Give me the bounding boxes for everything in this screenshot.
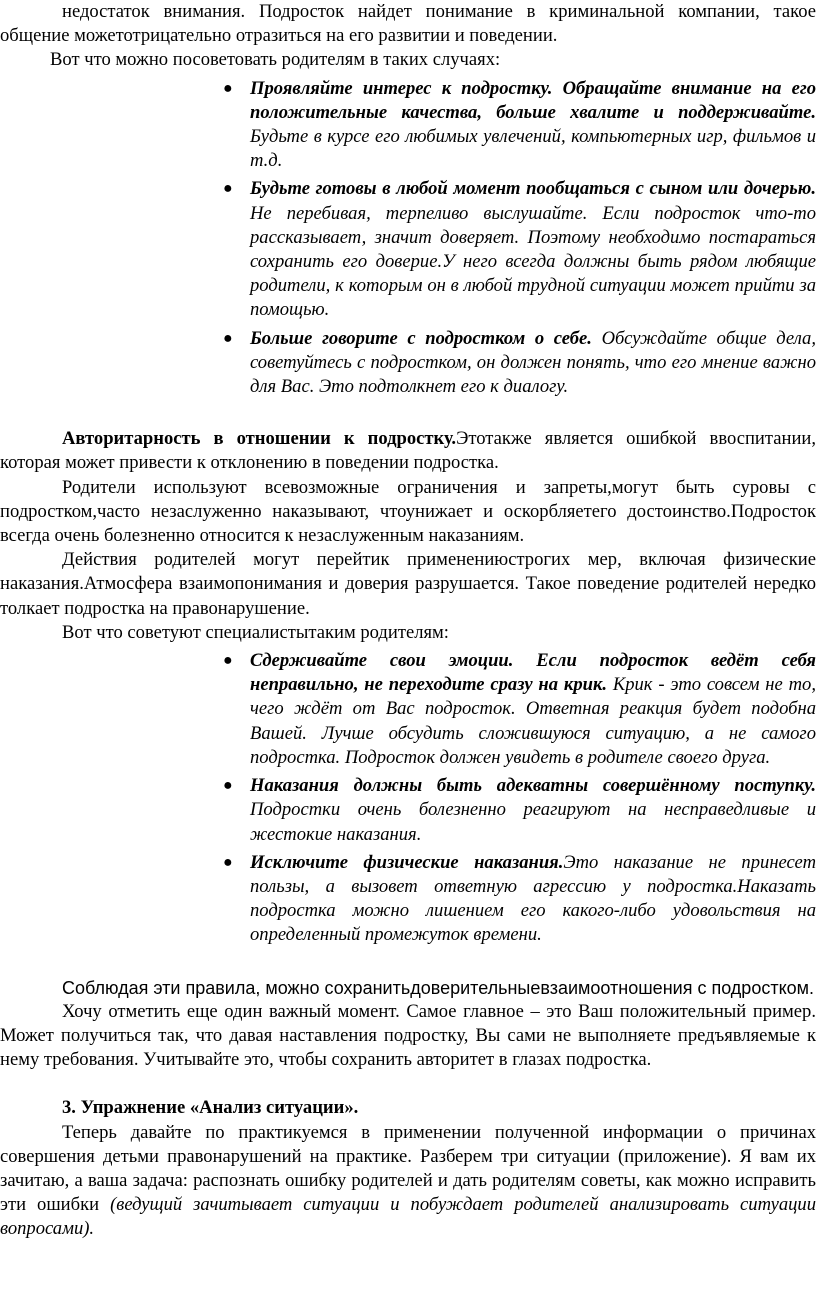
paragraph-bold-lead: Авторитарность в отношении к подростку. — [62, 428, 457, 450]
tip-bold: Проявляйте интерес к подростку. Обращайте внимание на его положительные качества, больше хвалите и поддерживайте. — [250, 77, 816, 123]
tip-item — [223, 77, 816, 174]
paragraph-text: Теперь давайте по практикуемся в применении полученной информации о причинах совершения детьми правонарушений на практике. Разберем три ситуации (приложение). Я вам их зачитаю, а ваша задача: распознать ошибку родителей и дать родителям советы, как можно исправить эти ошибки — [0, 1121, 816, 1216]
tip-bold: Исключите физические наказания. — [250, 851, 564, 873]
tip-text: Крик - это совсем не то, чего ждёт от Вас подросток. Ответная реакция будет подобна Вашей. Лучше обсудить сложившуюся ситуацию, а не самого подростка. Подросток должен увидеть в родителе своего друга. — [250, 674, 816, 768]
tip-text: Обсуждайте общие дела, советуйтесь с подростком, он должен понять, что его мнение важно для Вас. Это подтолкнет его к диалогу. — [250, 327, 816, 398]
tip-bold: Больше говорите с подростком о себе. — [250, 327, 592, 349]
bullet-icon: ● — [223, 652, 233, 670]
paragraph-advice-lead: Вот что можно посоветовать родителям в таких случаях: — [50, 49, 501, 71]
tip-text: Это наказание не принесет пользы, а вызовет ответную агрессию у подростка.Наказать подростка можно лишением его какого-либо удовольствия на определенный промежуток времени. — [250, 851, 816, 946]
bullet-icon: ● — [223, 79, 233, 97]
spacer — [0, 403, 816, 427]
paragraph-exercise — [0, 1121, 816, 1242]
paragraph-authoritarian — [0, 427, 816, 475]
tip-text: Будьте в курсе его любимых увлечений, компьютерных игр, фильмов и т.д. — [250, 126, 816, 172]
tip-item — [223, 774, 816, 847]
tip-bold: Сдерживайте свои эмоции. Если подросток ведёт себя неправильно, не переходите сразу на крик. — [250, 650, 816, 696]
tip-bold: Будьте готовы в любой момент пообщаться с сыном или дочерью. — [250, 178, 816, 200]
paragraph-specialists-lead: Вот что советуют специалистытаким родителям: — [62, 621, 449, 643]
paragraph-intro: недостаток внимания. Подросток найдет понимание в криминальной компании, такое общение можетотрицательно отразиться на его развитии и поведении. — [0, 1, 816, 47]
tip-item — [223, 851, 816, 948]
tip-bold: Наказания должны быть адекватны совершённому поступку. — [250, 775, 816, 797]
paragraph-actions: Действия родителей могут перейтик применениюстрогих мер, включая физические наказания.Атмосфера взаимопонимания и доверия разрушается. Такое поведение родителей нередко толкает подростка на правонарушение. — [0, 549, 816, 619]
spacer — [0, 952, 816, 976]
paragraph-example: Хочу отметить еще один важный момент. Самое главное – это Ваш положительный пример. Может получиться так, что давая наставления подростку, Вы сами не выполняете предъявляемые к нему требования. Учитывайте это, чтобы сохранить авторитет в глазах подростка. — [0, 1000, 816, 1071]
tip-text: Подростки очень болезненно реагируют на несправедливые и жестокие наказания. — [250, 799, 816, 845]
tip-item — [223, 327, 816, 400]
tip-text: Не перебивая, терпеливо выслушайте. Если подросток что-то рассказывает, значит доверяет. Поэтому необходимо постараться сохранить его доверие.У него всегда должны быть рядом любящие родители, к которым он в любой трудной ситуации может прийти за помощью. — [250, 202, 816, 321]
tips-list-2 — [0, 649, 816, 947]
paragraph-text: Этотакже является ошибкой ввоспитании, которая может привести к отклонению в поведении подростка. — [0, 428, 816, 474]
spacer — [0, 1072, 816, 1096]
tips-list-1 — [0, 77, 816, 400]
tip-item — [223, 177, 816, 322]
bullet-icon: ● — [223, 329, 233, 347]
paragraph-restrictions: Родители используют всевозможные ограничения и запреты,могут быть суровы с подростком,часто незаслуженно наказывают, чтоунижает и оскорбляетего достоинство.Подросток всегда очень болезненно относится к незаслуженным наказаниям. — [0, 476, 816, 547]
paragraph-rules: Соблюдая эти правила, можно сохранитьдоверительныевзаимоотношения с подростком. — [62, 977, 815, 998]
paragraph-italic-note: (ведущий зачитывает ситуации и побуждает родителей анализировать ситуации вопросами). — [0, 1194, 816, 1240]
bullet-icon: ● — [223, 853, 233, 871]
bullet-icon: ● — [223, 180, 233, 198]
bullet-icon: ● — [223, 777, 233, 795]
tip-item — [223, 649, 816, 770]
section-heading: 3. Упражнение «Анализ ситуации». — [62, 1097, 359, 1119]
